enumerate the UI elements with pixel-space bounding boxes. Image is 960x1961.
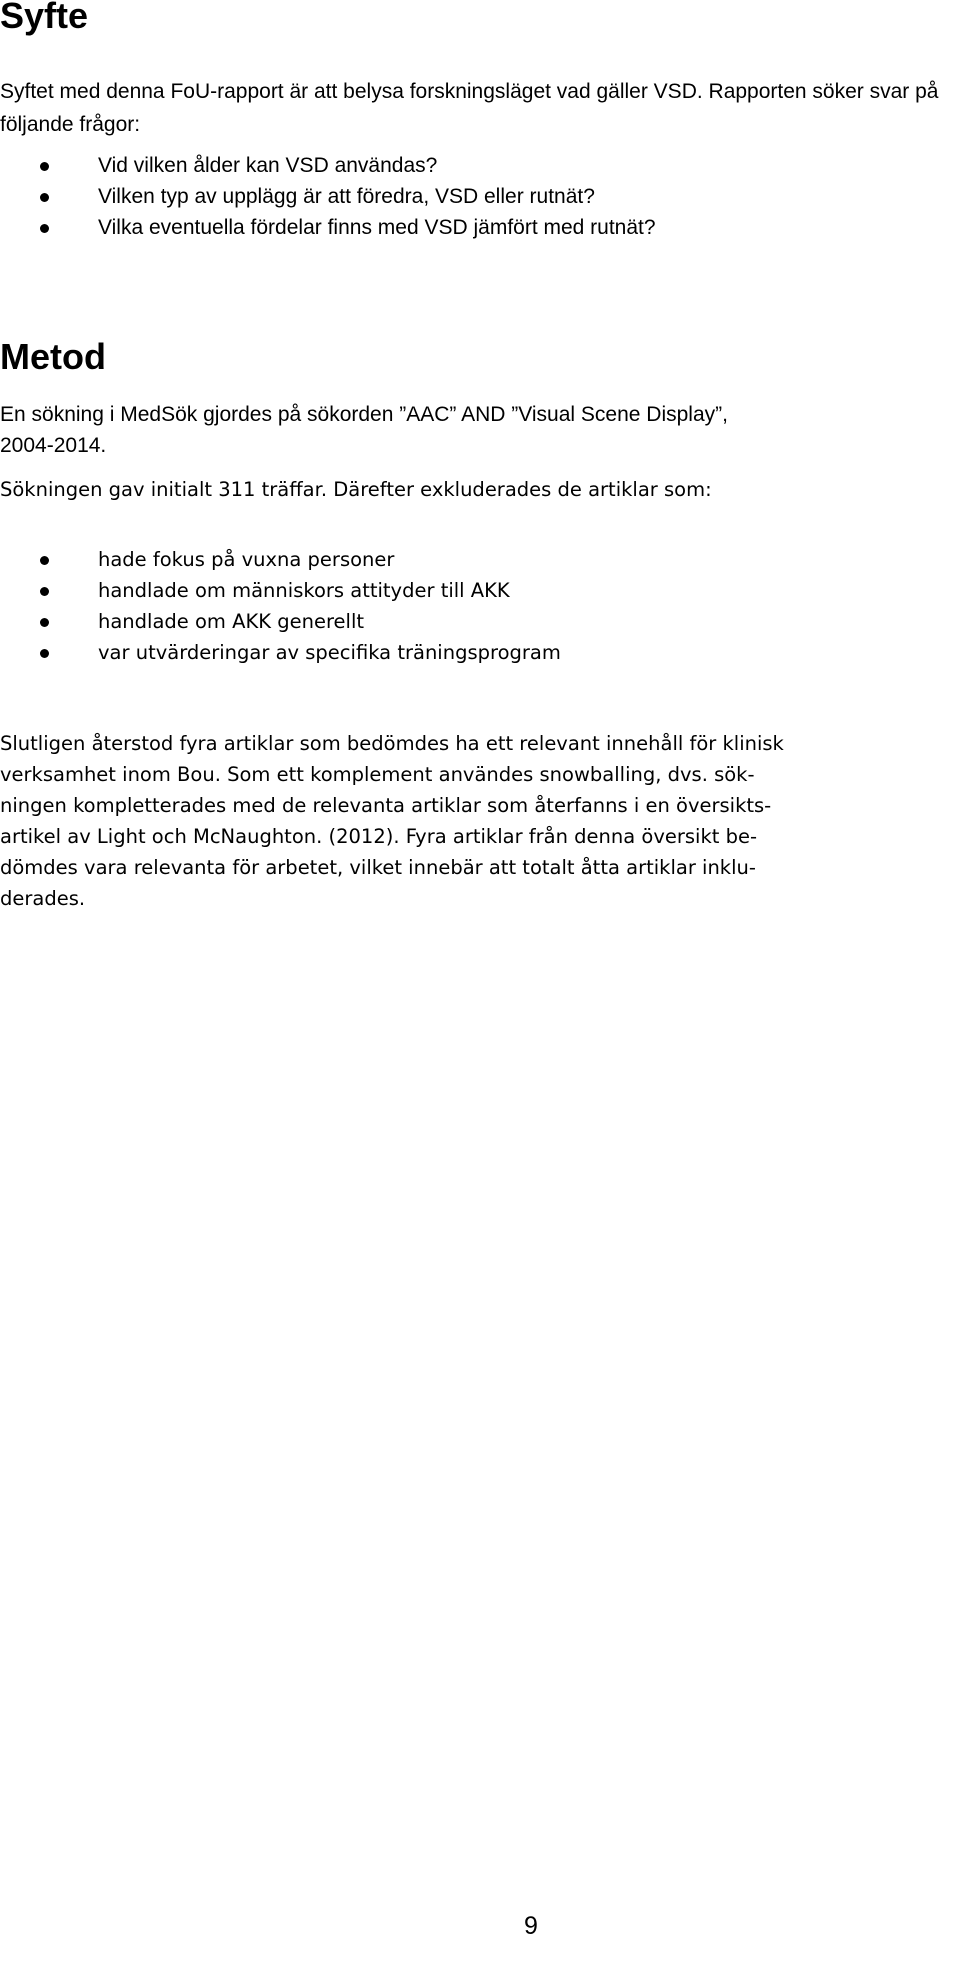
bullet-icon (40, 556, 49, 565)
bullet-icon (40, 224, 49, 233)
search-years: 2004-2014. (0, 434, 107, 457)
list-item (0, 150, 656, 181)
list-item-text: handlade om människors attityder till AKK (98, 579, 510, 602)
research-questions-list (0, 150, 656, 243)
text-line: ningen kompletterades med de relevanta artiklar som återfanns i en översikts- (0, 794, 772, 817)
list-item (0, 637, 561, 668)
text-line: artikel av Light och McNaughton. (2012). Fyra artiklar från denna översikt be- (0, 825, 758, 848)
list-item-text: Vid vilken ålder kan VSD användas? (98, 154, 438, 177)
search-description (0, 399, 950, 461)
text-line: derades. (0, 887, 86, 910)
text-line: Slutligen återstod fyra artiklar som bedömdes ha ett relevant innehåll för klinisk (0, 732, 784, 755)
page-number: 9 (524, 1912, 538, 1940)
list-item (0, 181, 656, 212)
list-item (0, 575, 561, 606)
search-line: En sökning i MedSök gjordes på sökorden ”AAC” AND ”Visual Scene Display”, (0, 403, 728, 426)
bullet-icon (40, 649, 49, 658)
list-item (0, 212, 656, 243)
text-line: verksamhet inom Bou. Som ett komplement användes snowballing, dvs. sök- (0, 763, 755, 786)
exclusion-criteria-list (0, 544, 561, 668)
list-item-text: Vilken typ av upplägg är att föredra, VSD eller rutnät? (98, 185, 595, 208)
list-item-text: handlade om AKK generellt (98, 610, 365, 633)
list-item (0, 606, 561, 637)
conclusion-paragraph (0, 728, 958, 914)
bullet-icon (40, 162, 49, 171)
search-result-line: Sökningen gav initialt 311 träffar. Därefter exkluderades de artiklar som: (0, 478, 712, 501)
list-item-text: var utvärderingar av specifika träningsprogram (98, 641, 561, 664)
section-heading-metod: Metod (0, 336, 106, 377)
text-line: dömdes vara relevanta för arbetet, vilket innebär att totalt åtta artiklar inklu- (0, 856, 756, 879)
list-item-text: hade fokus på vuxna personer (98, 548, 395, 571)
bullet-icon (40, 587, 49, 596)
section-heading-syfte: Syfte (0, 0, 89, 36)
list-item-text: Vilka eventuella fördelar finns med VSD jämfört med rutnät? (98, 216, 656, 239)
bullet-icon (40, 193, 49, 202)
bullet-icon (40, 618, 49, 627)
syfte-paragraph: Syftet med denna FoU-rapport är att belysa forskningsläget vad gäller VSD. Rapporten söker svar på följande frågor: (0, 80, 939, 136)
list-item (0, 544, 561, 575)
